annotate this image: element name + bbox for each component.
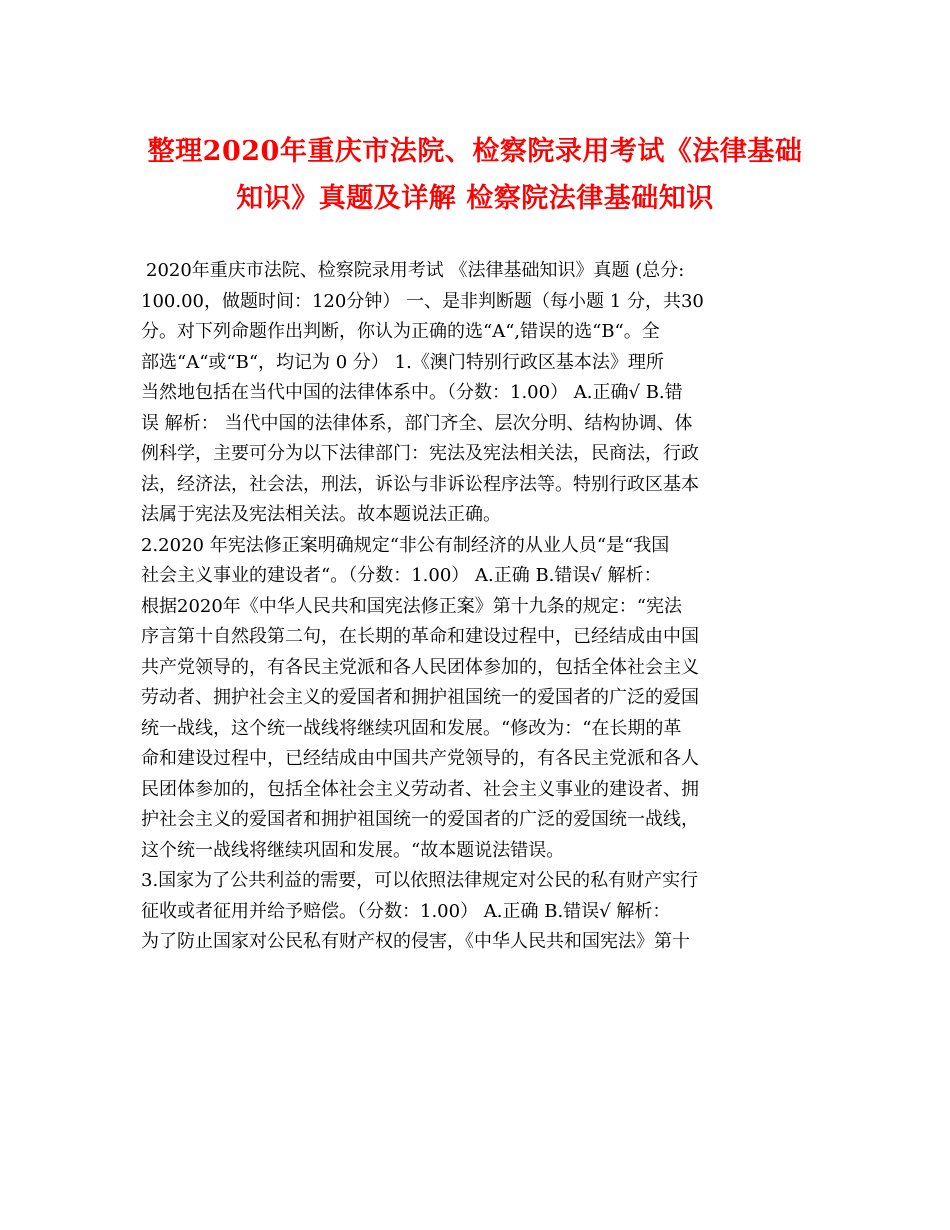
body-line: 序言第十自然段第二句，在长期的革命和建设过程中，已经结成由中国 [141,626,699,647]
body-line: 3.国家为了公共利益的需要，可以依照法律规定对公民的私有财产实行 [141,870,699,891]
body-line: 分。对下列命题作出判断，你认为正确的选“A“,错误的选“B“。全 [141,321,660,342]
body-line: 命和建设过程中，已经结成由中国共产党领导的，有各民主党派和各人 [141,748,699,769]
body-line: 部选“A“或“B“，均记为 0 分） 1.《澳门特别行政区基本法》理所 [141,351,664,373]
body-line: 共产党领导的，有各民主党派和各人民团体参加的，包括全体社会主义 [141,656,699,678]
body-line: 为了防止国家对公民私有财产权的侵害，《中华人民共和国宪法》第十 [141,931,690,952]
body-line: 例科学，主要可分为以下法律部门：宪法及宪法相关法，民商法，行政 [141,443,699,464]
body-line: 100.00，做题时间：120分钟） 一、是非判断题（每小题 1 分，共30 [141,290,704,312]
title-line: 整理2020年重庆市法院、检察院录用考试《法律基础 [147,136,803,167]
body-line: 护社会主义的爱国者和拥护祖国统一的爱国者的广泛的爱国统一战线， [141,809,699,830]
body-line: 统一战线，这个统一战线将继续巩固和发展。“修改为：“在长期的革 [141,717,682,739]
body-line: 社会主义事业的建设者“。（分数：1.00） A.正确 B.错误√ 解析： [141,565,662,586]
body-line: 当然地包括在当代中国的法律体系中。（分数：1.00） A.正确√ B.错 [141,382,683,403]
body-line: 2.2020 年宪法修正案明确规定“非公有制经济的从业人员“是“我国 [141,534,670,556]
body-line: 法属于宪法及宪法相关法。故本题说法正确。 [141,504,501,525]
document-title [100,128,850,222]
body-line: 征收或者征用并给予赔偿。（分数：1.00） A.正确 B.错误√ 解析： [141,900,671,922]
body-line: 这个统一战线将继续巩固和发展。“故本题说法错误。 [141,839,565,861]
document-body [141,256,821,958]
body-line: 劳动者、拥护社会主义的爱国者和拥护祖国统一的爱国者的广泛的爱国 [141,687,699,708]
body-line: 2020年重庆市法院、检察院录用考试 《法律基础知识》真题 (总分: [146,260,685,281]
body-line: 根据2020年《中华人民共和国宪法修正案》第十九条的规定：“宪法 [141,595,683,617]
body-line: 法，经济法，社会法，刑法，诉讼与非诉讼程序法等。特别行政区基本 [141,473,699,495]
body-line: 误 解析： 当代中国的法律体系，部门齐全、层次分明、结构协调、体 [141,412,693,434]
title-line: 知识》真题及详解 检察院法律基础知识 [236,183,714,214]
body-line: 民团体参加的，包括全体社会主义劳动者、社会主义事业的建设者、拥 [141,778,699,800]
